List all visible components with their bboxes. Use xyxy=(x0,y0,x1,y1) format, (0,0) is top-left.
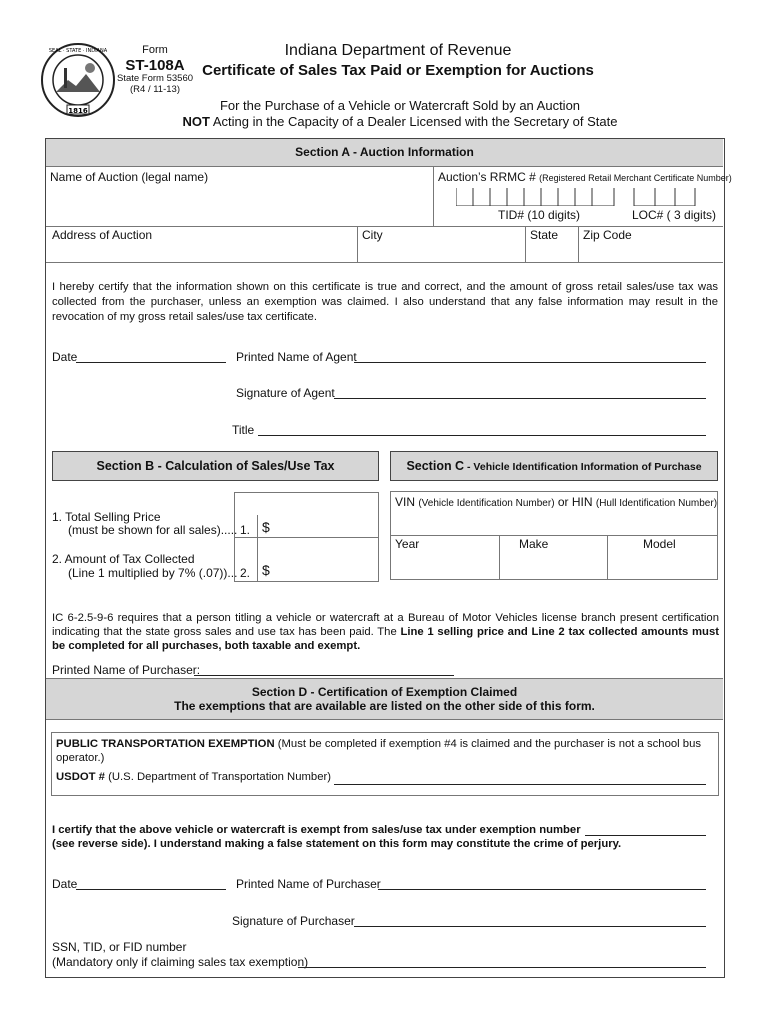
section-a-header: Section A - Auction Information xyxy=(46,139,723,167)
line2-dollar: $ xyxy=(262,562,270,578)
agent-title-label: Title xyxy=(232,423,255,437)
vin-hin-input[interactable] xyxy=(392,511,714,535)
purchaser-printed-name-label: Printed Name of Purchaser xyxy=(236,877,381,891)
purchaser-signature-line[interactable] xyxy=(354,926,706,927)
zip-code-label: Zip Code xyxy=(583,228,632,242)
form-title: Certificate of Sales Tax Paid or Exemption for Auctions xyxy=(202,62,594,79)
ssn-tid-fid-label: SSN, TID, or FID number xyxy=(52,940,187,954)
purchaser-date-line[interactable] xyxy=(76,889,226,890)
exemption-number-line[interactable] xyxy=(585,835,706,836)
auction-name-input[interactable] xyxy=(48,184,430,226)
form-number: ST-108A xyxy=(125,57,185,74)
ssn-tid-fid-line[interactable] xyxy=(298,967,706,968)
section-c-header: Section C - Vehicle Identification Information of Purchase xyxy=(390,451,718,481)
address-label: Address of Auction xyxy=(52,228,153,242)
agent-signature-label: Signature of Agent xyxy=(236,386,335,400)
tax-collected-input[interactable] xyxy=(276,560,374,578)
line2-number: 2. xyxy=(240,566,251,580)
agent-printed-name-label: Printed Name of Agent xyxy=(236,350,357,364)
purchaser-printed-name-line-top[interactable] xyxy=(194,675,454,676)
ic-notice-text: IC 6-2.5-9-6 requires that a person titling a vehicle or watercraft at a Bureau of Motor Vehicles license branch present certification indicating that the state gross sales and use tax has been paid. The Line 1 selling price and Line 2 tax collected amounts must be completed for all purchases, both taxable and exempt. xyxy=(52,612,719,652)
purchaser-signature-label: Signature of Purchaser xyxy=(232,914,355,928)
state-form-number: State Form 53560 xyxy=(116,73,194,84)
usdot-line[interactable] xyxy=(334,784,706,785)
agent-title-line[interactable] xyxy=(258,435,706,436)
department-name: Indiana Department of Revenue xyxy=(284,42,512,59)
vin-hin-label: VIN (Vehicle Identification Number) or HIN (Hull Identification Number) xyxy=(395,495,718,509)
agent-printed-name-line[interactable] xyxy=(354,362,706,363)
state-label: State xyxy=(530,228,559,242)
subtitle-line-1: For the Purchase of a Vehicle or Watercraft Sold by an Auction xyxy=(219,98,581,113)
model-label: Model xyxy=(643,537,676,551)
auction-name-label: Name of Auction (legal name) xyxy=(50,170,209,184)
ssn-mandatory-note: (Mandatory only if claiming sales tax exemption) xyxy=(52,955,309,969)
rrmc-label: Auction’s RRMC # (Registered Retail Merchant Certificate Number) xyxy=(438,170,732,184)
agent-date-line[interactable] xyxy=(76,362,226,363)
purchaser-printed-name-line[interactable] xyxy=(378,889,706,890)
section-d-title: Section D - Certification of Exemption Claimed xyxy=(251,685,518,699)
line1-dollar: $ xyxy=(262,519,270,535)
purchaser-printed-name-label-top: Printed Name of Purchaser: xyxy=(52,663,201,677)
line1-note: (must be shown for all sales)..... xyxy=(68,523,238,537)
state-seal xyxy=(40,42,116,118)
public-transportation-text: PUBLIC TRANSPORTATION EXEMPTION (Must be completed if exemption #4 is claimed and the purchaser is not a school bus operator.) xyxy=(56,738,701,764)
make-label: Make xyxy=(519,537,549,551)
total-selling-price-input[interactable] xyxy=(276,517,374,535)
section-d-subtitle: The exemptions that are available are listed on the other side of this form. xyxy=(174,699,595,713)
svg-text:SEAL · STATE · INDIANA: SEAL · STATE · INDIANA xyxy=(48,48,108,54)
exemption-certify-line-2: (see reverse side). I understand making a false statement on this form may constitute the crime of perjury. xyxy=(52,838,622,850)
tid-label: TID# (10 digits) xyxy=(498,208,581,222)
loc-label: LOC# ( 3 digits) xyxy=(632,208,717,222)
line2-label: 2. Amount of Tax Collected xyxy=(52,552,195,566)
form-revision: (R4 / 11-13) xyxy=(130,84,180,95)
city-label: City xyxy=(362,228,383,242)
line1-label: 1. Total Selling Price xyxy=(52,510,161,524)
agent-date-label: Date xyxy=(52,350,78,364)
rrmc-digit-boxes[interactable] xyxy=(456,188,700,206)
usdot-label: USDOT # (U.S. Department of Transportation Number) xyxy=(56,771,331,783)
svg-text:1816: 1816 xyxy=(68,107,88,115)
section-b-header: Section B - Calculation of Sales/Use Tax xyxy=(52,451,379,481)
exemption-certify-line-1: I certify that the above vehicle or watercraft is exempt from sales/use tax under exemption number xyxy=(52,824,581,836)
auction-certification-text: I hereby certify that the information shown on this certificate is true and correct, and the amount of gross retail sales/use tax was collected from the purchaser, unless an exemption was claimed. I also understand that any false information may result in the revocation of my gross retail sales/use tax certificate. xyxy=(52,281,718,323)
agent-signature-line[interactable] xyxy=(334,398,706,399)
purchaser-date-label: Date xyxy=(52,877,78,891)
line2-note: (Line 1 multiplied by 7% (.07))... xyxy=(68,566,238,580)
form-label: Form xyxy=(142,44,168,56)
subtitle-line-2: NOT Acting in the Capacity of a Dealer Licensed with the Secretary of State xyxy=(182,114,618,129)
year-label: Year xyxy=(395,537,420,551)
line1-number: 1. xyxy=(240,523,251,537)
